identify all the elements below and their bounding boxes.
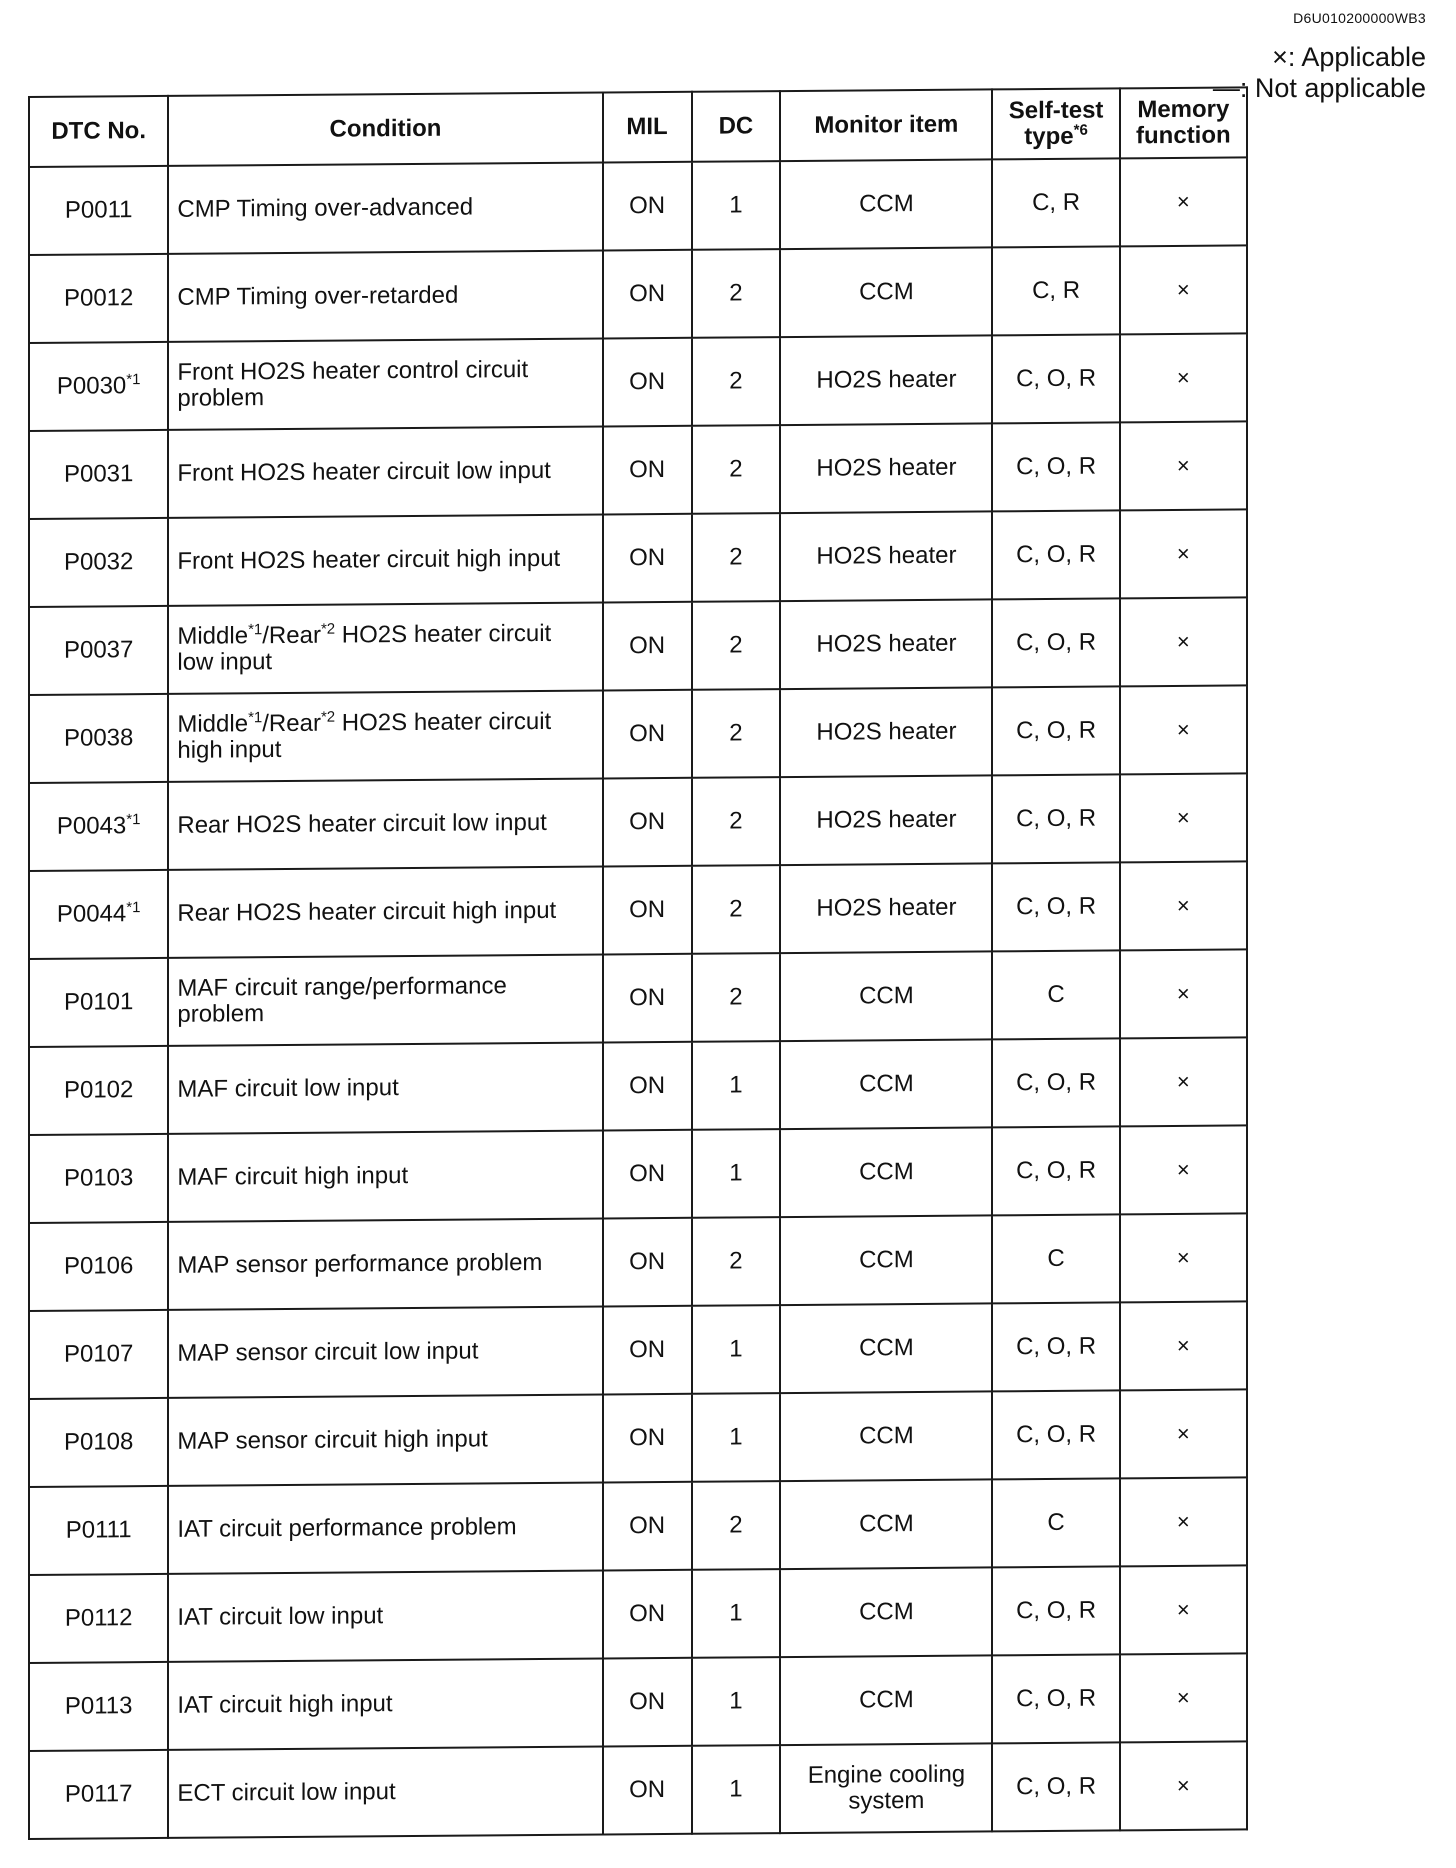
condition-text: IAT circuit performance problem <box>177 1513 517 1543</box>
cell-dc: 1 <box>692 1657 781 1746</box>
dtc-code: P0113 <box>64 1692 133 1720</box>
applicable-mark: × <box>1176 1068 1190 1094</box>
cell-mil: ON <box>603 1218 692 1307</box>
table-row <box>29 333 1247 431</box>
cell-selftest: C, O, R <box>992 1126 1119 1215</box>
legend-applicable: ×: Applicable <box>1272 42 1426 72</box>
dtc-code: P0106 <box>63 1252 134 1280</box>
table-row <box>29 157 1247 255</box>
table-row <box>29 1125 1247 1223</box>
cell-memory <box>1120 245 1247 334</box>
cell-mil: ON <box>603 1482 692 1571</box>
condition-text: MAP sensor performance problem <box>177 1248 543 1279</box>
cell-selftest: C <box>992 1214 1119 1303</box>
cell-monitor: HO2S heater <box>780 335 992 425</box>
cell-condition <box>168 954 602 1045</box>
table-row <box>29 861 1247 959</box>
cell-dtc <box>29 694 168 783</box>
cell-dtc <box>29 166 168 255</box>
table-row <box>29 1565 1247 1663</box>
applicable-mark: × <box>1176 540 1190 566</box>
cell-mil: ON <box>603 1394 692 1483</box>
header-dtc: DTC No. <box>29 96 168 167</box>
cell-condition <box>168 1130 602 1221</box>
table-row <box>29 1213 1247 1311</box>
cell-monitor: HO2S heater <box>780 775 992 865</box>
table-row <box>29 245 1247 343</box>
cell-selftest: C <box>992 950 1119 1039</box>
condition-text: IAT circuit high input <box>177 1690 393 1719</box>
table-row <box>29 1741 1247 1839</box>
cell-dtc <box>29 518 168 607</box>
cell-memory <box>1120 685 1247 774</box>
header-condition: Condition <box>168 92 602 165</box>
cell-monitor: CCM <box>780 159 992 249</box>
cell-dtc <box>29 254 168 343</box>
cell-condition <box>168 1218 602 1309</box>
cell-selftest: C, O, R <box>992 862 1119 951</box>
cell-selftest: C, O, R <box>992 686 1119 775</box>
cell-monitor: CCM <box>780 951 992 1041</box>
header-memory <box>1120 87 1247 158</box>
cell-condition <box>168 866 602 957</box>
table-row <box>29 1037 1247 1135</box>
cell-dc: 2 <box>692 249 781 338</box>
cell-condition <box>168 778 602 869</box>
cell-mil: ON <box>603 866 692 955</box>
cell-dc: 2 <box>692 425 781 514</box>
cell-mil: ON <box>603 1306 692 1395</box>
cell-mil: ON <box>603 602 692 691</box>
dtc-code: P0031 <box>63 460 134 488</box>
cell-dc: 1 <box>692 1745 781 1834</box>
cell-memory <box>1120 1301 1247 1390</box>
applicable-mark: × <box>1176 716 1190 742</box>
cell-selftest: C, O, R <box>992 1390 1119 1479</box>
cell-dtc <box>29 342 168 431</box>
cell-memory <box>1120 773 1247 862</box>
dtc-code: P0044 <box>56 900 127 928</box>
cell-dc: 2 <box>692 689 781 778</box>
applicable-mark: × <box>1176 804 1190 830</box>
cell-memory <box>1120 421 1247 510</box>
cell-selftest: C, O, R <box>992 334 1119 423</box>
cell-monitor: CCM <box>780 1215 992 1305</box>
cell-mil: ON <box>603 1042 692 1131</box>
cell-condition <box>168 1394 602 1485</box>
condition-text: Front HO2S heater circuit low input <box>177 456 551 487</box>
condition-text: CMP Timing over-retarded <box>177 281 459 311</box>
applicable-mark: × <box>1176 1156 1190 1182</box>
cell-dtc <box>29 1398 168 1487</box>
cell-memory <box>1120 949 1247 1038</box>
cell-monitor: CCM <box>780 1127 992 1217</box>
cell-memory <box>1120 1037 1247 1126</box>
cell-selftest: C, O, R <box>992 1566 1119 1655</box>
cell-mil: ON <box>603 1570 692 1659</box>
cell-dtc <box>29 1486 168 1575</box>
cell-mil: ON <box>603 514 692 603</box>
table-row <box>29 1653 1247 1751</box>
cell-selftest: C <box>992 1478 1119 1567</box>
dtc-footnote: *1 <box>126 371 141 389</box>
cell-dtc <box>29 1750 168 1839</box>
condition-text: ECT circuit low input <box>177 1778 396 1807</box>
dtc-code: P0108 <box>63 1428 134 1456</box>
cell-monitor: CCM <box>780 1039 992 1129</box>
cell-memory <box>1120 1565 1247 1654</box>
cell-dc: 2 <box>692 777 781 866</box>
cell-monitor: CCM <box>780 1479 992 1569</box>
cell-selftest: C, O, R <box>992 1302 1119 1391</box>
condition-part: /Rear <box>262 709 321 738</box>
cell-dc: 2 <box>692 1217 781 1306</box>
dtc-footnote: *1 <box>126 899 141 917</box>
cell-selftest: C, O, R <box>992 510 1119 599</box>
cell-condition <box>168 162 602 253</box>
cell-memory <box>1120 861 1247 950</box>
cell-condition <box>168 250 602 341</box>
cell-dc: 1 <box>692 1569 781 1658</box>
cell-condition <box>168 1658 602 1749</box>
cell-condition <box>168 1482 602 1573</box>
table-row <box>29 597 1247 695</box>
cell-dc: 2 <box>692 337 781 426</box>
cell-dtc <box>29 606 168 695</box>
applicable-mark: × <box>1176 628 1190 654</box>
cell-dtc <box>29 1574 168 1663</box>
legend-not-applicable: —: Not applicable <box>1212 73 1426 103</box>
cell-monitor: HO2S heater <box>780 687 992 777</box>
cell-mil: ON <box>603 250 692 339</box>
condition-text: MAF circuit low input <box>177 1074 399 1103</box>
dtc-code: P0117 <box>64 1780 133 1808</box>
table-row <box>29 685 1247 783</box>
cell-condition <box>168 1042 602 1133</box>
applicable-mark: × <box>1176 980 1190 1006</box>
cell-selftest: C, O, R <box>992 598 1119 687</box>
cell-memory <box>1120 1477 1247 1566</box>
cell-selftest: C, O, R <box>992 1742 1119 1831</box>
condition-footnote: *2 <box>320 620 336 638</box>
cell-monitor: HO2S heater <box>780 599 992 689</box>
condition-part: Middle <box>177 622 249 650</box>
table-row <box>29 421 1247 519</box>
cell-monitor: CCM <box>780 1303 992 1393</box>
cell-dc: 2 <box>692 601 781 690</box>
condition-part: /Rear <box>262 621 321 650</box>
cell-selftest: C, O, R <box>992 1038 1119 1127</box>
dtc-code: P0038 <box>63 724 134 752</box>
cell-memory <box>1120 1125 1247 1214</box>
condition-text: CMP Timing over-advanced <box>177 193 474 223</box>
table-row <box>29 949 1247 1047</box>
cell-dtc <box>29 782 168 871</box>
cell-dc: 1 <box>692 1041 781 1130</box>
cell-memory <box>1120 1389 1247 1478</box>
header-mil: MIL <box>603 92 692 163</box>
dtc-code: P0037 <box>63 636 134 664</box>
cell-mil: ON <box>603 1130 692 1219</box>
dtc-code: P0103 <box>63 1164 134 1192</box>
header-selftest <box>992 88 1119 159</box>
dtc-code: P0101 <box>63 988 134 1016</box>
table-header-row <box>29 87 1247 167</box>
cell-mil: ON <box>603 1746 692 1835</box>
cell-dc: 1 <box>692 1305 781 1394</box>
cell-dc: 1 <box>692 1393 781 1482</box>
dtc-table <box>28 86 1248 1840</box>
cell-monitor: CCM <box>780 1567 992 1657</box>
cell-condition <box>168 602 602 693</box>
cell-mil: ON <box>603 162 692 251</box>
header-memory-line1: Memory <box>1137 95 1230 124</box>
condition-part: HO2S heater circuit low input <box>177 619 552 676</box>
applicable-mark: × <box>1176 1684 1190 1710</box>
dtc-code: P0043 <box>56 812 127 840</box>
cell-condition <box>168 1306 602 1397</box>
cell-condition <box>168 1746 602 1837</box>
header-memory-line2: function <box>1136 121 1231 150</box>
condition-text: Front HO2S heater circuit high input <box>177 544 561 575</box>
dtc-code: P0012 <box>63 284 134 312</box>
cell-memory <box>1120 509 1247 598</box>
cell-dtc <box>29 430 168 519</box>
dtc-code: P0107 <box>63 1340 134 1368</box>
cell-monitor: CCM <box>780 1655 992 1745</box>
dtc-code: P0032 <box>63 548 134 576</box>
condition-text: MAP sensor circuit high input <box>177 1425 488 1455</box>
applicable-mark: × <box>1176 1596 1190 1622</box>
cell-memory <box>1120 157 1247 246</box>
cell-condition <box>168 514 602 605</box>
applicable-mark: × <box>1176 364 1190 390</box>
condition-part: Middle <box>177 710 249 738</box>
header-selftest-label: Self-test type <box>1008 96 1104 151</box>
cell-monitor: HO2S heater <box>780 423 992 513</box>
table-row <box>29 1301 1247 1399</box>
cell-monitor: HO2S heater <box>780 863 992 953</box>
cell-memory <box>1120 333 1247 422</box>
document-code: D6U010200000WB3 <box>1293 10 1426 26</box>
applicable-mark: × <box>1176 276 1190 302</box>
cell-monitor: CCM <box>780 1391 992 1481</box>
condition-text: Rear HO2S heater circuit low input <box>177 808 547 839</box>
dtc-code: P0111 <box>65 1516 132 1544</box>
cell-monitor: HO2S heater <box>780 511 992 601</box>
header-monitor: Monitor item <box>780 89 992 161</box>
cell-selftest: C, R <box>992 246 1119 335</box>
cell-dtc <box>29 1222 168 1311</box>
table-body <box>29 157 1247 1839</box>
cell-dc: 2 <box>692 1481 781 1570</box>
applicable-mark: × <box>1176 1772 1190 1798</box>
applicable-mark: × <box>1176 452 1190 478</box>
cell-dc: 2 <box>692 513 781 602</box>
cell-mil: ON <box>603 338 692 427</box>
cell-mil: ON <box>603 954 692 1043</box>
cell-mil: ON <box>603 426 692 515</box>
condition-text: MAF circuit high input <box>177 1162 409 1191</box>
condition-text: Rear HO2S heater circuit high input <box>177 896 557 927</box>
cell-dc: 1 <box>692 161 781 250</box>
cell-mil: ON <box>603 1658 692 1747</box>
applicable-mark: × <box>1176 1244 1190 1270</box>
dtc-code: P0030 <box>56 372 127 400</box>
cell-monitor: Engine cooling system <box>780 1743 992 1833</box>
cell-dtc <box>29 1134 168 1223</box>
header-selftest-note: *6 <box>1073 121 1088 139</box>
applicable-mark: × <box>1176 892 1190 918</box>
cell-memory <box>1120 1213 1247 1302</box>
cell-selftest: C, O, R <box>992 774 1119 863</box>
condition-text: MAP sensor circuit low input <box>177 1337 479 1367</box>
condition-footnote: *1 <box>248 621 263 639</box>
cell-dc: 1 <box>692 1129 781 1218</box>
applicable-mark: × <box>1176 1508 1190 1534</box>
dtc-code: P0011 <box>64 196 133 224</box>
table-row <box>29 509 1247 607</box>
dtc-code: P0102 <box>63 1076 134 1104</box>
applicable-mark: × <box>1176 1420 1190 1446</box>
header-dc: DC <box>692 91 781 162</box>
condition-text: IAT circuit low input <box>177 1602 384 1631</box>
cell-dtc <box>29 958 168 1047</box>
dtc-code: P0112 <box>64 1604 133 1632</box>
cell-memory <box>1120 597 1247 686</box>
cell-mil: ON <box>603 778 692 867</box>
cell-condition <box>168 338 602 429</box>
cell-condition <box>168 690 602 781</box>
applicable-mark: × <box>1176 188 1190 214</box>
dtc-footnote: *1 <box>126 811 141 829</box>
table-row <box>29 1389 1247 1487</box>
applicable-mark: × <box>1176 1332 1190 1358</box>
cell-dtc <box>29 1046 168 1135</box>
cell-dc: 2 <box>692 953 781 1042</box>
cell-memory <box>1120 1653 1247 1742</box>
condition-text: MAF circuit range/performance problem <box>177 972 507 1028</box>
cell-dtc <box>29 870 168 959</box>
cell-selftest: C, R <box>992 158 1119 247</box>
cell-dtc <box>29 1310 168 1399</box>
cell-memory <box>1120 1741 1247 1830</box>
cell-condition <box>168 1570 602 1661</box>
cell-selftest: C, O, R <box>992 1654 1119 1743</box>
cell-mil: ON <box>603 690 692 779</box>
condition-part: HO2S heater circuit high input <box>177 707 552 764</box>
cell-condition <box>168 426 602 517</box>
table-row <box>29 1477 1247 1575</box>
cell-selftest: C, O, R <box>992 422 1119 511</box>
condition-text: Front HO2S heater control circuit problem <box>177 356 529 412</box>
table-row <box>29 773 1247 871</box>
condition-footnote: *1 <box>248 709 263 727</box>
cell-dc: 2 <box>692 865 781 954</box>
condition-footnote: *2 <box>320 708 336 726</box>
cell-monitor: CCM <box>780 247 992 337</box>
cell-dtc <box>29 1662 168 1751</box>
